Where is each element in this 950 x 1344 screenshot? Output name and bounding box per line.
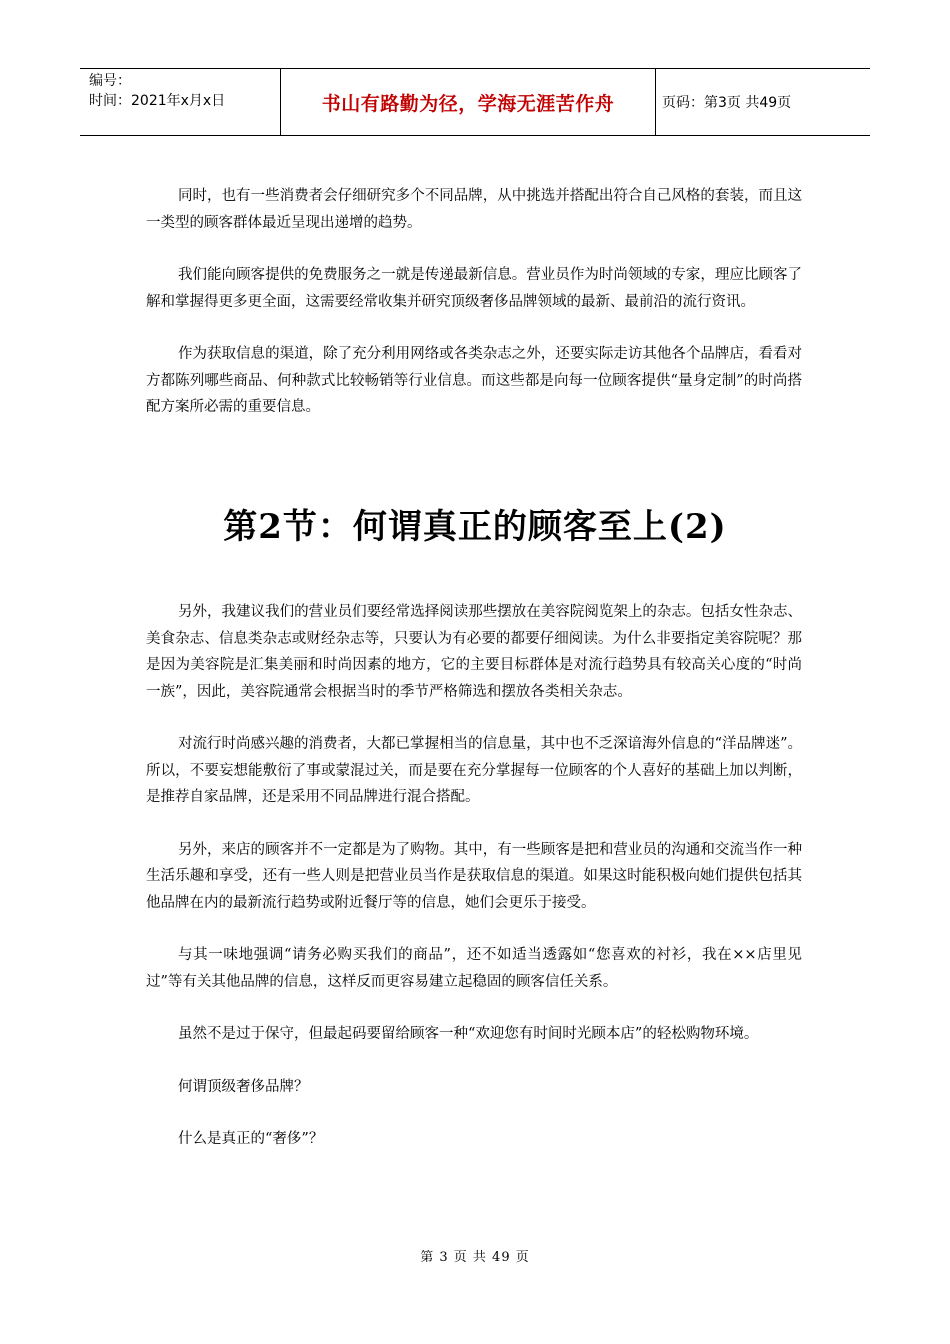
document-date: 时间：2021年x月x日 xyxy=(89,93,226,109)
section-one-body xyxy=(146,183,802,421)
document-number-label: 编号： xyxy=(89,73,131,89)
section-heading: 第2节：何谓真正的顾客至上(2) xyxy=(223,507,727,547)
paragraph: 另外，我建议我们的营业员们要经常选择阅读那些摆放在美容院阅览架上的杂志。包括女性杂志、美食杂志、信息类杂志或财经杂志等，只要认为有必要的都要仔细阅读。为什么非要指定美容院呢？那是因为美容院是汇集美丽和时尚因素的地方，它的主要目标群体是对流行趋势具有较高关心度的“时尚一族”，因此，美容院通常会根据当时的季节严格筛选和摆放各类相关杂志。 xyxy=(146,604,802,700)
section-two-body xyxy=(146,599,802,1153)
paragraph: 什么是真正的“奢侈”？ xyxy=(178,1131,324,1147)
header-page-info: 页码：第3页 共49页 xyxy=(662,95,792,111)
header-motto-cell xyxy=(281,69,656,135)
paragraph: 同时，也有一些消费者会仔细研究多个不同品牌，从中挑选并搭配出符合自己风格的套装，而且这一类型的顾客群体最近呈现出递增的趋势。 xyxy=(146,188,802,231)
paragraph: 虽然不是过于保守，但最起码要留给顾客一种“欢迎您有时间时光顾本店”的轻松购物环境。 xyxy=(178,1026,759,1042)
paragraph: 对流行时尚感兴趣的消费者，大都已掌握相当的信息量，其中也不乏深谙海外信息的“洋品牌迷”。所以，不要妄想能敷衍了事或蒙混过关，而是要在充分掌握每一位顾客的个人喜好的基础上加以判断，是推荐自家品牌，还是采用不同品牌进行混合搭配。 xyxy=(146,736,802,805)
header-page-cell xyxy=(656,69,870,135)
paragraph: 与其一味地强调“请务必购买我们的商品”，还不如适当透露如“您喜欢的衬衫，我在××店里见过”等有关其他品牌的信息，这样反而更容易建立起稳固的顾客信任关系。 xyxy=(146,947,802,990)
paragraph: 何谓顶级奢侈品牌？ xyxy=(178,1078,309,1095)
header-motto: 书山有路勤为径，学海无涯苦作舟 xyxy=(321,92,615,115)
paragraph: 另外，来店的顾客并不一定都是为了购物。其中，有一些顾客是把和营业员的沟通和交流当作一种生活乐趣和享受，还有一些人则是把营业员当作是获取信息的渠道。如果这时能积极向她们提供包括其他品牌在内的最新流行趋势或附近餐厅等的信息，她们会更乐于接受。 xyxy=(146,841,802,911)
paragraph: 作为获取信息的渠道，除了充分利用网络或各类杂志之外，还要实际走访其他各个品牌店，看看对方都陈列哪些商品、何种款式比较畅销等行业信息。而这些都是向每一位顾客提供“量身定制”的时尚搭配方案所必需的重要信息。 xyxy=(146,346,802,415)
header-meta-cell xyxy=(80,69,281,135)
page-header xyxy=(80,68,870,136)
paragraph: 我们能向顾客提供的免费服务之一就是传递最新信息。营业员作为时尚领域的专家，理应比顾客了解和掌握得更多更全面，这需要经常收集并研究顶级奢侈品牌领域的最新、最前沿的流行资讯。 xyxy=(146,267,802,310)
page-footer: 第 3 页 共 49 页 xyxy=(420,1250,530,1265)
